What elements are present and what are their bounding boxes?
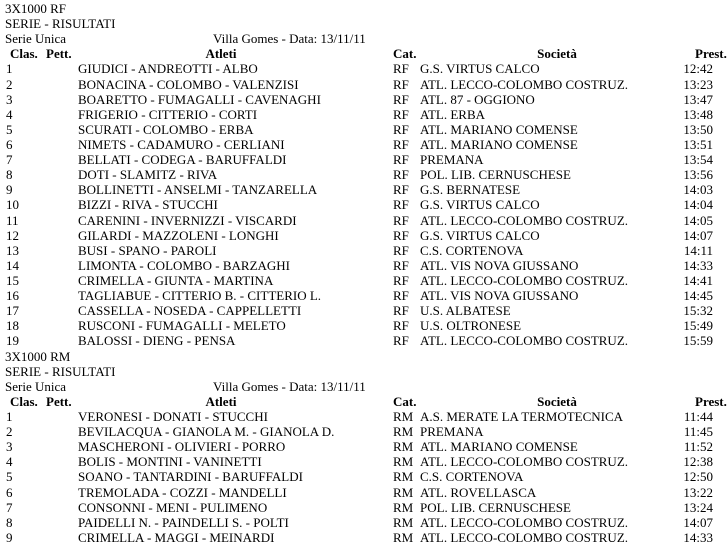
table-row [0, 409, 727, 424]
club-cell: G.S. BERNATESE [420, 182, 521, 198]
time-cell: 14:45 [683, 288, 713, 304]
table-row [0, 243, 727, 258]
athletes-cell: VERONESI - DONATI - STUCCHI [78, 408, 268, 424]
table-row [0, 213, 727, 228]
athletes-cell: GIUDICI - ANDREOTTI - ALBO [78, 61, 258, 77]
category-cell: RF [393, 303, 409, 319]
table-row [0, 167, 727, 182]
time-cell: 13:48 [683, 106, 713, 122]
table-row [0, 515, 727, 530]
category-cell: RF [393, 121, 409, 137]
club-cell: PREMANA [420, 424, 484, 440]
time-cell: 14:41 [683, 272, 713, 288]
athletes-cell: CONSONNI - MENI - PULIMENO [78, 499, 268, 515]
table-row [0, 288, 727, 303]
category-cell: RF [393, 61, 409, 77]
column-header-prest: Prest. [695, 46, 727, 62]
table-header [0, 394, 727, 409]
time-cell: 11:45 [683, 424, 713, 440]
series-results-heading: SERIE - RISULTATI [5, 16, 116, 32]
rank-cell: 15 [6, 272, 19, 288]
club-cell: ATL. LECCO-COLOMBO COSTRUZ. [420, 529, 629, 545]
table-row [0, 258, 727, 273]
time-cell: 13:56 [683, 167, 713, 183]
table-row [0, 182, 727, 197]
column-header-societa: Società [537, 393, 577, 409]
athletes-cell: BIZZI - RIVA - STUCCHI [78, 197, 218, 213]
athletes-cell: BOARETTO - FUMAGALLI - CAVENAGHI [78, 91, 321, 107]
club-cell: ATL. LECCO-COLOMBO COSTRUZ. [420, 333, 629, 349]
time-cell: 12:50 [683, 469, 713, 485]
table-row [0, 77, 727, 92]
time-cell: 11:44 [683, 408, 713, 424]
time-cell: 14:33 [683, 529, 713, 545]
category-cell: RF [393, 197, 409, 213]
athletes-cell: BONACINA - COLOMBO - VALENZISI [78, 76, 299, 92]
time-cell: 12:42 [683, 61, 713, 77]
table-row [0, 530, 727, 545]
club-cell: ATL. MARIANO COMENSE [420, 121, 578, 137]
rank-cell: 17 [6, 303, 19, 319]
table-row [0, 333, 727, 348]
rank-cell: 3 [6, 91, 13, 107]
column-header-cat: Cat. [393, 393, 417, 409]
rank-cell: 11 [6, 212, 19, 228]
serie-info-line [0, 31, 727, 46]
club-cell: U.S. ALBATESE [420, 303, 511, 319]
category-cell: RF [393, 227, 409, 243]
rank-cell: 9 [6, 529, 13, 545]
race-title: 3X1000 RF [5, 1, 67, 16]
serie-label: Serie Unica [5, 31, 67, 47]
time-cell: 13:23 [683, 76, 713, 92]
table-row [0, 469, 727, 484]
time-cell: 14:05 [683, 212, 713, 228]
rank-cell: 14 [6, 257, 19, 273]
club-cell: ATL. MARIANO COMENSE [420, 136, 578, 152]
athletes-cell: TREMOLADA - COZZI - MANDELLI [78, 484, 287, 500]
athletes-cell: TAGLIABUE - CITTERIO B. - CITTERIO L. [78, 288, 322, 304]
venue-date: Villa Gomes - Data: 13/11/11 [213, 31, 366, 47]
rank-cell: 4 [6, 454, 13, 470]
category-cell: RF [393, 333, 409, 349]
column-header-pett: Pett. [46, 46, 72, 62]
category-cell: RF [393, 257, 409, 273]
column-header-prest: Prest. [695, 393, 727, 409]
category-cell: RM [393, 408, 414, 424]
rank-cell: 6 [6, 484, 13, 500]
rank-cell: 9 [6, 182, 13, 198]
table-row [0, 107, 727, 122]
category-cell: RF [393, 167, 409, 183]
table-row [0, 318, 727, 333]
time-cell: 13:51 [683, 136, 713, 152]
results-document [0, 1, 727, 545]
table-row [0, 454, 727, 469]
time-cell: 12:38 [683, 454, 713, 470]
column-header-societa: Società [537, 46, 577, 62]
rank-cell: 8 [6, 514, 13, 530]
athletes-cell: LIMONTA - COLOMBO - BARZAGHI [78, 257, 291, 273]
category-cell: RF [393, 91, 409, 107]
club-cell: ATL. LECCO-COLOMBO COSTRUZ. [420, 272, 629, 288]
club-cell: POL. LIB. CERNUSCHESE [420, 167, 571, 183]
category-cell: RF [393, 242, 409, 258]
table-row [0, 273, 727, 288]
table-row [0, 424, 727, 439]
club-cell: C.S. CORTENOVA [420, 242, 524, 258]
table-body [0, 409, 727, 545]
rank-cell: 8 [6, 167, 13, 183]
rank-cell: 4 [6, 106, 13, 122]
athletes-cell: MASCHERONI - OLIVIERI - PORRO [78, 439, 286, 455]
time-cell: 13:50 [683, 121, 713, 137]
time-cell: 11:52 [683, 439, 713, 455]
rank-cell: 5 [6, 121, 13, 137]
club-cell: G.S. VIRTUS CALCO [420, 227, 540, 243]
column-header-clas: Clas. [10, 393, 38, 409]
athletes-cell: GILARDI - MAZZOLENI - LONGHI [78, 227, 279, 243]
rank-cell: 19 [6, 333, 19, 349]
club-cell: PREMANA [420, 152, 484, 168]
serie-info-line [0, 379, 727, 394]
time-cell: 13:24 [683, 499, 713, 515]
club-cell: C.S. CORTENOVA [420, 469, 524, 485]
club-cell: ATL. LECCO-COLOMBO COSTRUZ. [420, 454, 629, 470]
table-row [0, 228, 727, 243]
category-cell: RM [393, 529, 414, 545]
table-row [0, 61, 727, 76]
athletes-cell: SOANO - TANTARDINI - BARUFFALDI [78, 469, 303, 485]
athletes-cell: BOLIS - MONTINI - VANINETTI [78, 454, 262, 470]
category-cell: RM [393, 424, 414, 440]
time-cell: 15:59 [683, 333, 713, 349]
table-row [0, 500, 727, 515]
table-row [0, 485, 727, 500]
athletes-cell: CASSELLA - NOSEDA - CAPPELLETTI [78, 303, 302, 319]
club-cell: ATL. ROVELLASCA [420, 484, 537, 500]
time-cell: 13:47 [683, 91, 713, 107]
table-row [0, 303, 727, 318]
rank-cell: 2 [6, 76, 13, 92]
rank-cell: 3 [6, 439, 13, 455]
race-section [0, 1, 727, 349]
time-cell: 13:22 [683, 484, 713, 500]
time-cell: 14:07 [683, 227, 713, 243]
rank-cell: 5 [6, 469, 13, 485]
series-results-heading: SERIE - RISULTATI [5, 363, 116, 379]
time-cell: 14:07 [683, 514, 713, 530]
athletes-cell: BUSI - SPANO - PAROLI [78, 242, 217, 258]
athletes-cell: BELLATI - CODEGA - BARUFFALDI [78, 152, 287, 168]
rank-cell: 7 [6, 152, 13, 168]
rank-cell: 12 [6, 227, 19, 243]
table-header [0, 46, 727, 61]
table-row [0, 92, 727, 107]
club-cell: A.S. MERATE LA TERMOTECNICA [420, 408, 624, 424]
category-cell: RM [393, 469, 414, 485]
time-cell: 14:04 [683, 197, 713, 213]
column-header-cat: Cat. [393, 46, 417, 62]
athletes-cell: BALOSSI - DIENG - PENSA [78, 333, 236, 349]
category-cell: RF [393, 152, 409, 168]
category-cell: RM [393, 454, 414, 470]
category-cell: RM [393, 439, 414, 455]
rank-cell: 7 [6, 499, 13, 515]
athletes-cell: PAIDELLI N. - PAINDELLI S. - POLTI [78, 514, 289, 530]
athletes-cell: BEVILACQUA - GIANOLA M. - GIANOLA D. [78, 424, 335, 440]
time-cell: 14:33 [683, 257, 713, 273]
rank-cell: 13 [6, 242, 19, 258]
time-cell: 14:11 [683, 242, 713, 258]
category-cell: RF [393, 182, 409, 198]
athletes-cell: CARENINI - INVERNIZZI - VISCARDI [78, 212, 297, 228]
rank-cell: 1 [6, 61, 13, 77]
category-cell: RM [393, 499, 414, 515]
table-row [0, 197, 727, 212]
table-row [0, 439, 727, 454]
athletes-cell: SCURATI - COLOMBO - ERBA [78, 121, 254, 137]
venue-date: Villa Gomes - Data: 13/11/11 [213, 378, 366, 394]
club-cell: ATL. LECCO-COLOMBO COSTRUZ. [420, 514, 629, 530]
column-header-clas: Clas. [10, 46, 38, 62]
category-cell: RF [393, 106, 409, 122]
table-body [0, 61, 727, 348]
athletes-cell: DOTI - SLAMITZ - RIVA [78, 167, 218, 183]
table-row [0, 152, 727, 167]
athletes-cell: FRIGERIO - CITTERIO - CORTI [78, 106, 258, 122]
club-cell: ATL. MARIANO COMENSE [420, 439, 578, 455]
table-row [0, 122, 727, 137]
rank-cell: 16 [6, 288, 19, 304]
athletes-cell: CRIMELLA - MAGGI - MEINARDI [78, 529, 275, 545]
category-cell: RM [393, 514, 414, 530]
category-cell: RM [393, 484, 414, 500]
club-cell: G.S. VIRTUS CALCO [420, 197, 540, 213]
rank-cell: 18 [6, 318, 19, 334]
race-section [0, 349, 727, 545]
club-cell: U.S. OLTRONESE [420, 318, 522, 334]
club-cell: ATL. ERBA [420, 106, 485, 122]
club-cell: ATL. 87 - OGGIONO [420, 91, 535, 107]
club-cell: ATL. VIS NOVA GIUSSANO [420, 257, 579, 273]
category-cell: RF [393, 76, 409, 92]
category-cell: RF [393, 272, 409, 288]
category-cell: RF [393, 318, 409, 334]
rank-cell: 6 [6, 136, 13, 152]
time-cell: 14:03 [683, 182, 713, 198]
category-cell: RF [393, 212, 409, 228]
column-header-pett: Pett. [46, 393, 72, 409]
club-cell: POL. LIB. CERNUSCHESE [420, 499, 571, 515]
table-row [0, 137, 727, 152]
athletes-cell: BOLLINETTI - ANSELMI - TANZARELLA [78, 182, 318, 198]
athletes-cell: RUSCONI - FUMAGALLI - MELETO [78, 318, 286, 334]
time-cell: 13:54 [683, 152, 713, 168]
column-header-atleti: Atleti [205, 393, 237, 409]
category-cell: RF [393, 288, 409, 304]
column-header-atleti: Atleti [205, 46, 237, 62]
race-title: 3X1000 RM [5, 348, 71, 364]
rank-cell: 1 [6, 408, 13, 424]
time-cell: 15:32 [683, 303, 713, 319]
athletes-cell: NIMETS - CADAMURO - CERLIANI [78, 136, 285, 152]
time-cell: 15:49 [683, 318, 713, 334]
club-cell: ATL. LECCO-COLOMBO COSTRUZ. [420, 212, 629, 228]
club-cell: ATL. VIS NOVA GIUSSANO [420, 288, 579, 304]
rank-cell: 2 [6, 424, 13, 440]
rank-cell: 10 [6, 197, 19, 213]
athletes-cell: CRIMELLA - GIUNTA - MARTINA [78, 272, 274, 288]
category-cell: RF [393, 136, 409, 152]
club-cell: ATL. LECCO-COLOMBO COSTRUZ. [420, 76, 629, 92]
serie-label: Serie Unica [5, 378, 67, 394]
club-cell: G.S. VIRTUS CALCO [420, 61, 540, 77]
